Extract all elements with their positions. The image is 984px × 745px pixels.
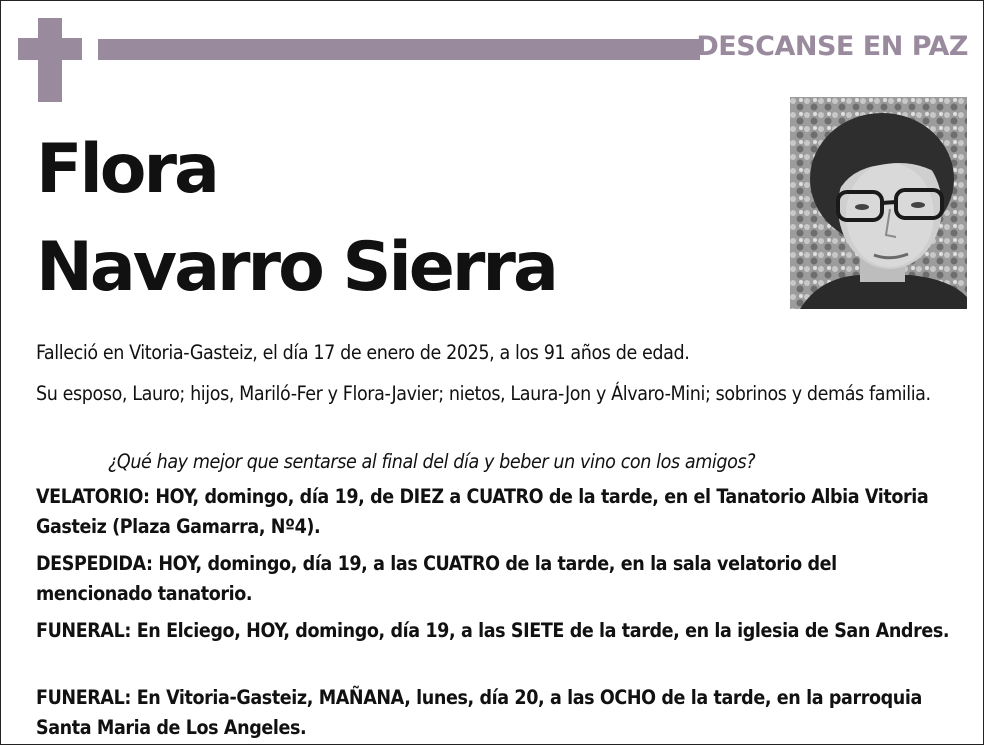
portrait-photo (790, 97, 967, 309)
memorial-quote: ¿Qué hay mejor que sentarse al final del día y beber un vino con los amigos? (108, 450, 756, 473)
velatorio-info: VELATORIO: HOY, domingo, día 19, de DIEZ a CUATRO de la tarde, en el Tanatorio Albia Vitoria Gasteiz (Plaza Gamarra, Nº4). (36, 485, 929, 538)
funeral-elciego-info: FUNERAL: En Elciego, HOY, domingo, día 19, a las SIETE de la tarde, en la iglesia de San Andres. (36, 619, 950, 642)
deceased-first-name: Flora (36, 130, 217, 209)
header-tag: DESCANSE EN PAZ (696, 31, 968, 62)
despedida-info: DESPEDIDA: HOY, domingo, día 19, a las CUATRO de la tarde, en la sala velatorio del mencionado tanatorio. (36, 552, 837, 605)
header-divider-bar (98, 39, 700, 60)
deceased-surnames: Navarro Sierra (36, 228, 556, 307)
funeral-vitoria-info: FUNERAL: En Vitoria-Gasteiz, MAÑANA, lunes, día 20, a las OCHO de la tarde, en la parroquia Santa Maria de Los Angeles. (36, 686, 922, 739)
family-list: Su esposo, Lauro; hijos, Mariló-Fer y Flora-Javier; nietos, Laura-Jon y Álvaro-Mini; sobrinos y demás familia. (36, 382, 931, 405)
death-notice: Falleció en Vitoria-Gasteiz, el día 17 de enero de 2025, a los 91 años de edad. (36, 341, 690, 364)
